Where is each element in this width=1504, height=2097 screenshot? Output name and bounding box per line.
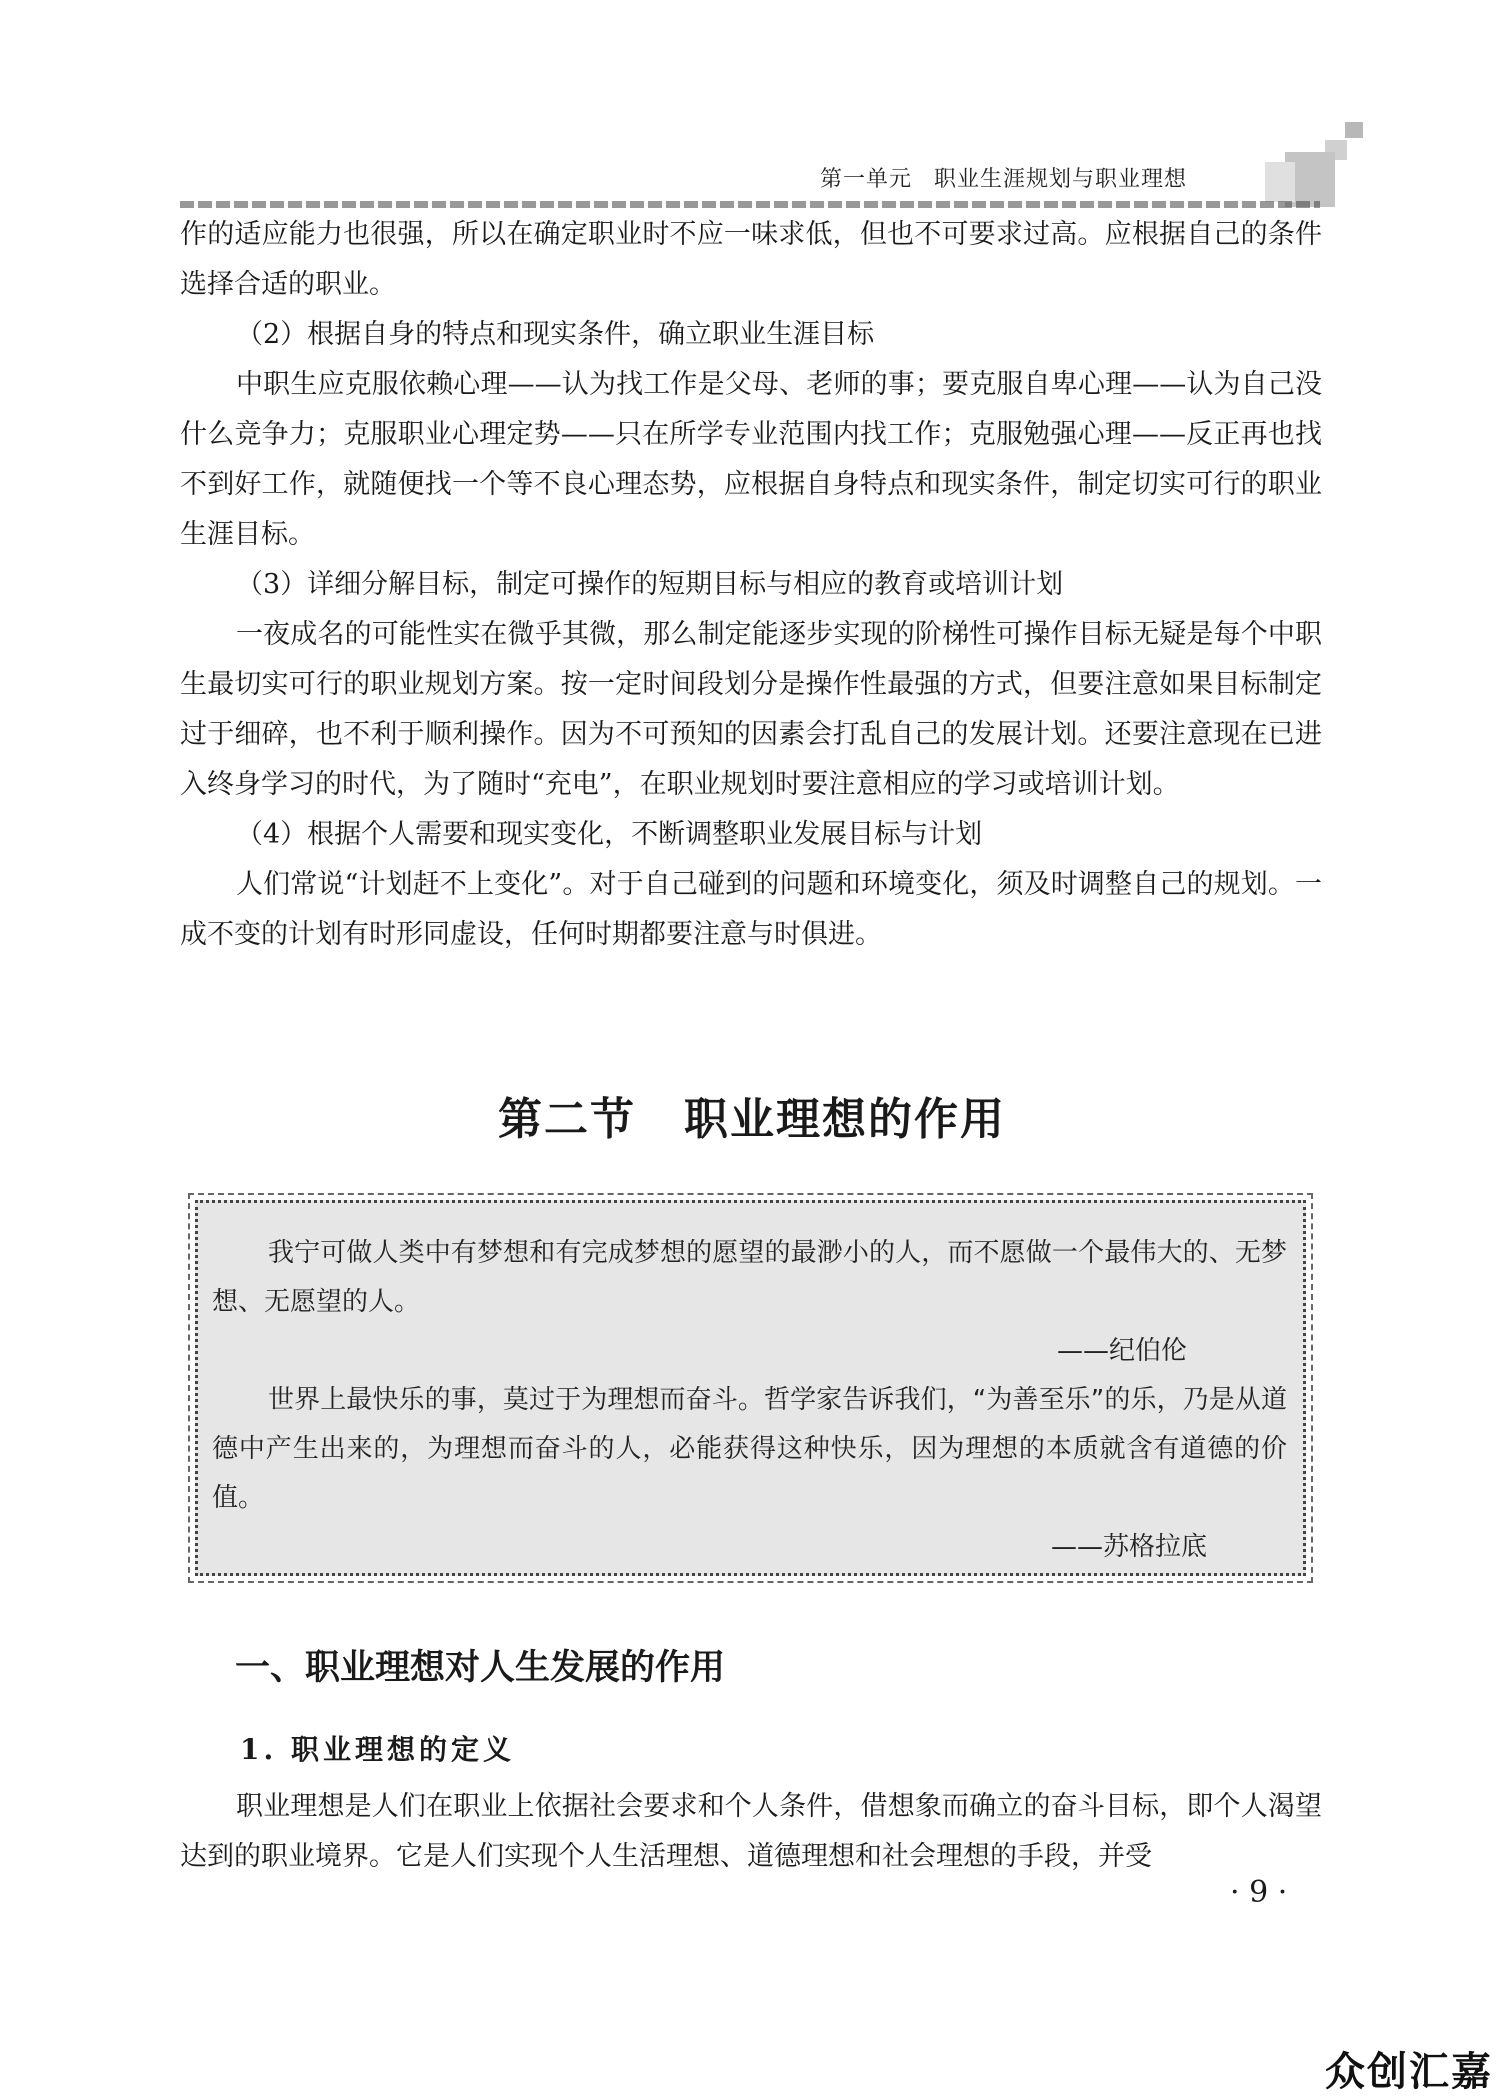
- paragraph: 人们常说“计划赶不上变化”。对于自己碰到的问题和环境变化，须及时调整自己的规划。一成不变的计划有时形同虚设，任何时期都要注意与时俱进。: [180, 869, 1322, 950]
- subheading-4: （4）根据个人需要和现实变化，不断调整职业发展目标与计划: [236, 819, 983, 850]
- paragraph: 一夜成名的可能性实在微乎其微，那么制定能逐步实现的阶梯性可操作目标无疑是每个中职生最切实可行的职业规划方案。按一定时间段划分是操作性最强的方式，但要注意如果目标制定过于细碎，也不利于顺利操作。因为不可预知的因素会打乱自己的发展计划。还要注意现在已进入终身学习的时代，为了随时“充电”，在职业规划时要注意相应的学习或培训计划。: [180, 619, 1322, 800]
- header-unit: 第一单元: [820, 167, 913, 192]
- corner-decoration: [1265, 122, 1365, 212]
- watermark-logo: 众创汇嘉: [1325, 2049, 1493, 2095]
- section-number: 第二节: [498, 1094, 636, 1145]
- paragraph: 中职生应克服依赖心理——认为找工作是父母、老师的事；要克服自卑心理——认为自己没什么竞争力；克服职业心理定势——只在所学专业范围内找工作；克服勉强心理——反正再也找不到好工作，就随便找一个等不良心理态势，应根据自身特点和现实条件，制定切实可行的职业生涯目标。: [180, 369, 1322, 550]
- quote-text: 我宁可做人类中有梦想和有完成梦想的愿望的最渺小的人，而不愿做一个最伟大的、无梦想、无愿望的人。: [212, 1238, 1287, 1317]
- page-number: · 9 ·: [1230, 1875, 1288, 1910]
- section-title: [0, 1083, 1504, 1147]
- running-header: [820, 162, 1240, 202]
- subheading-3: （3）详细分解目标，制定可操作的短期目标与相应的教育或培训计划: [236, 569, 1064, 600]
- paragraph: 职业理想是人们在职业上依据社会要求和个人条件，借想象而确立的奋斗目标，即个人渴望达到的职业境界。它是人们实现个人生活理想、道德理想和社会理想的手段，并受: [180, 1791, 1322, 1872]
- quote-author: ——纪伯伦: [1056, 1336, 1187, 1366]
- quote-author: ——苏格拉底: [1050, 1532, 1207, 1562]
- section-name: 职业理想的作用: [684, 1094, 1006, 1145]
- quote-text: 世界上最快乐的事，莫过于为理想而奋斗。哲学家告诉我们，“为善至乐”的乐，乃是从道德中产生出来的，为理想而奋斗的人，必能获得这种快乐，因为理想的本质就含有道德的价值。: [212, 1385, 1287, 1513]
- header-rule: [180, 201, 1320, 208]
- top-body-text: [180, 210, 1322, 960]
- header-title: 职业生涯规划与职业理想: [934, 167, 1188, 192]
- paragraph-continuation: 作的适应能力也很强，所以在确定职业时不应一味求低，但也不可要求过高。应根据自己的条件选择合适的职业。: [180, 219, 1322, 300]
- heading-level-3: 1. 职业理想的定义: [240, 1733, 515, 1766]
- heading-level-2: 一、职业理想对人生发展的作用: [235, 1648, 726, 1688]
- quote-box: [195, 1200, 1306, 1576]
- bottom-body-text: [180, 1782, 1322, 1882]
- subheading-2: （2）根据自身的特点和现实条件，确立职业生涯目标: [236, 319, 875, 350]
